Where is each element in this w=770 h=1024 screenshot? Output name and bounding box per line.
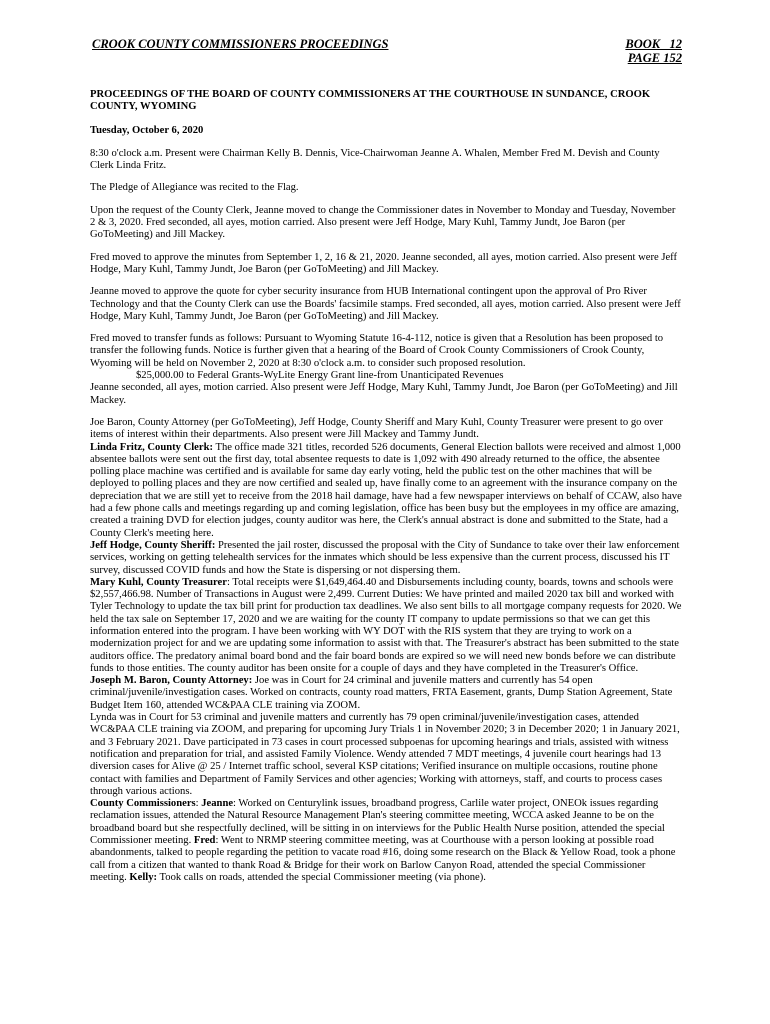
commissioners-report	[90, 798, 682, 884]
attorney-label: Joseph M. Baron, County Attorney:	[90, 675, 253, 687]
clerk-report	[90, 442, 682, 540]
running-header-title: CROOK COUNTY COMMISSIONERS PROCEEDINGS	[92, 37, 389, 51]
treasurer-label: Mary Kuhl, County Treasurer	[90, 576, 227, 588]
book-number: BOOK 12	[625, 37, 682, 51]
officials-intro: Joe Baron, County Attorney (per GoToMeeting), Jeff Hodge, County Sheriff and Mary Kuhl, County Treasurer were present to go over items of interest within their departments. Also present were Jill Mackey and Tammy Jundt.	[90, 416, 663, 441]
fred-text: : Went to NRMP steering committee meeting, was at Courthouse with a person looking at possible road abandonments, talked to people regarding the petition to vacate road #16, doing some research on the Black & Yellow Road, took a phone call from a citizen that wanted to thank Road & Bridge for their work on Barlow Canyon Road, attended the special Commissioner meeting.	[90, 835, 676, 883]
clerk-label: Linda Fritz, County Clerk:	[90, 441, 214, 453]
attendance-paragraph: 8:30 o'clock a.m. Present were Chairman Kelly B. Dennis, Vice-Chairwoman Jeanne A. Whalen, Member Fred M. Devish and County Clerk Linda Fritz.	[90, 147, 660, 172]
sheriff-text: Presented the jail roster, discussed the proposal with the City of Sundance to take over their law enforcement services, working on getting telehealth services for the inmates which should be less expensive than the current process, discussed his IT survey, discussed COVID funds and how the State is dispersing or not dispersing them.	[90, 539, 680, 576]
fund-transfer-vote: Jeanne seconded, all ayes, motion carried. Also present were Jeff Hodge, Mary Kuhl, Tammy Jundt, Joe Baron (per GoToMeeting) and Jill Mackey.	[90, 382, 678, 406]
jeanne-label: Jeanne	[201, 798, 234, 810]
minutes-motion: Fred moved to approve the minutes from September 1, 2, 16 & 21, 2020. Jeanne seconded, all ayes, motion carried. Also present were Jeff Hodge, Mary Kuhl, Tammy Jundt, Joe Baron (per GoToMeeting) and Jill Mackey.	[90, 251, 678, 275]
fred-label: Fred	[193, 835, 216, 847]
page-number: PAGE 152	[627, 51, 682, 65]
attorney-report	[90, 675, 682, 712]
document-body	[90, 89, 682, 884]
kelly-text: Took calls on roads, attended the special Commissioner meeting (via phone).	[157, 871, 486, 883]
fund-transfer-motion: Fred moved to transfer funds as follows: Pursuant to Wyoming Statute 16-4-112, notice is given that a Resolution has been proposed to transfer the following funds. Notice is further given that a hearing of the Board of Crook County Commissioners of Crook County, Wyoming will be held on November 2, 2020 at 8:30 o'clock a.m. to consider such proposed resolution.	[90, 333, 664, 369]
meeting-date: Tuesday, October 6, 2020	[90, 124, 204, 136]
treasurer-text: : Total receipts were $1,649,464.40 and Disbursements including county, boards, towns and schools were $2,557,466.98. Number of Transactions in August were 2,499. Current Duties: We have printed and mailed 2020 tax bill and worked with Tyler Technology to update the tax bill print for production tax deadlines. We also sent bills to all mortgage company requests for 2020. We held the tax sale on September 17, 2020 and we are waiting for the county IT company to update permissions so that we can get this information entered into the program. I have been working with WY DOT with the RIS system that they are trying to work on a modernization project for and we are updating some information to assist with that. The Treasurer's abstract has been submitted to the state auditors office. The predatory animal board bond and the fair board bonds are expired so we will need new bonds before we can distribute funds to those entities. The county auditor has been onsite for a couple of days and they have completed in the Treasurer's Office.	[90, 576, 682, 674]
fund-transfer-amount: $25,000.00 to Federal Grants-WyLite Energy Grant line-from Unanticipated Revenues	[136, 370, 504, 382]
cyber-insurance-motion: Jeanne moved to approve the quote for cyber security insurance from HUB International contingent upon the approval of Pro River Technology and that the County Clerk can use the Boards' facsimile stamps. Fred seconded, all ayes, motion carried. Also present were Jeff Hodge, Mary Kuhl, Tammy Jundt, Joe Baron (per GoToMeeting) and Jill Mackey.	[90, 286, 681, 322]
attorney-text: Joe was in Court for 24 criminal and juvenile matters and currently has 54 open criminal/juvenile/investigation cases. Worked on contracts, county road matters, FRTA Easement, grants, Dump Station Agreement, State Budget Item 160, attended WC&PAA CLE training via ZOOM.	[90, 675, 673, 711]
jeanne-text: : Worked on Centurylink issues, broadband progress, Carlile water project, ONEOk issues regarding reclamation issues, attended the Natural Resource Management Plan's steering committee meeting, WCCA asked Jeanne to be on the broadband board but she respectfully declined, will be sitting in on interviews for the Public Health Nurse position, attended the special Commissioner meeting.	[90, 798, 665, 847]
sheriff-label: Jeff Hodge, County Sheriff:	[90, 539, 216, 551]
commissioners-label: County Commissioners	[90, 798, 196, 810]
proceedings-title: PROCEEDINGS OF THE BOARD OF COUNTY COMMISSIONERS AT THE COURTHOUSE IN SUNDANCE, CROOK COUNTY, WYOMING	[90, 89, 651, 113]
kelly-label: Kelly:	[129, 871, 158, 883]
deputy-attorney-report: Lynda was in Court for 53 criminal and juvenile matters and currently has 79 open criminal/juvenile/investigation cases, attended WC&PAA CLE training via ZOOM, and preparing for upcoming Jury Trials 1 in November 2020; 3 in December 2020; 1 in January 2021, and 3 February 2021. Dave participated in 73 cases in court processed subpoenas for upcoming hearings and trials, assisted with witness notification and preparation for trial, and assisted Family Violence. Wendy attended 7 MDT meetings, 4 juvenile court hearings had 13 diversion cases for Alive @ 25 / Internet traffic school, several KSP citations; Verified insurance on multiple occasions, routine phone contact with families and Department of Family Services and other agencies; Working with attorneys, staff, and courts to process cases through various actions.	[90, 712, 680, 797]
book-page-reference	[598, 37, 682, 65]
clerk-text: The office made 321 titles, recorded 526 documents, General Election ballots were received and almost 1,000 absentee ballots were sent out the first day, total absentee requests to date is 1,092 with 490 already returned to the office, the absentee polling place machine was certified and is available for same day early voting, held the public test on the other machines that will be deployed to polling places and they are now certified and sealed up, have finally come to an agreement with the insurance company on the depreciation that we are still yet to receive from the 2018 hail damage, have had a few newspaper interviews on behalf of CCAW, also have had a few phone calls and meetings regarding up and coming legislation, office has been busy but the employees in my office are amazing, created a training DVD for election judges, county auditor was here, the Clerk's annual abstract is done and submitted to the State, had a County Clerk's meeting here.	[90, 441, 682, 539]
commissioner-dates-motion: Upon the request of the County Clerk, Jeanne moved to change the Commissioner dates in November to Monday and Tuesday, November 2 & 3, 2020. Fred seconded, all ayes, motion carried. Also present were Jeff Hodge, Mary Kuhl, Tammy Jundt, Joe Baron (per GoToMeeting) and Jill Mackey.	[90, 204, 676, 241]
commissioners-colon: :	[195, 798, 202, 810]
sheriff-report	[90, 540, 682, 577]
treasurer-report	[90, 577, 682, 675]
pledge-paragraph: The Pledge of Allegiance was recited to the Flag.	[90, 182, 299, 194]
